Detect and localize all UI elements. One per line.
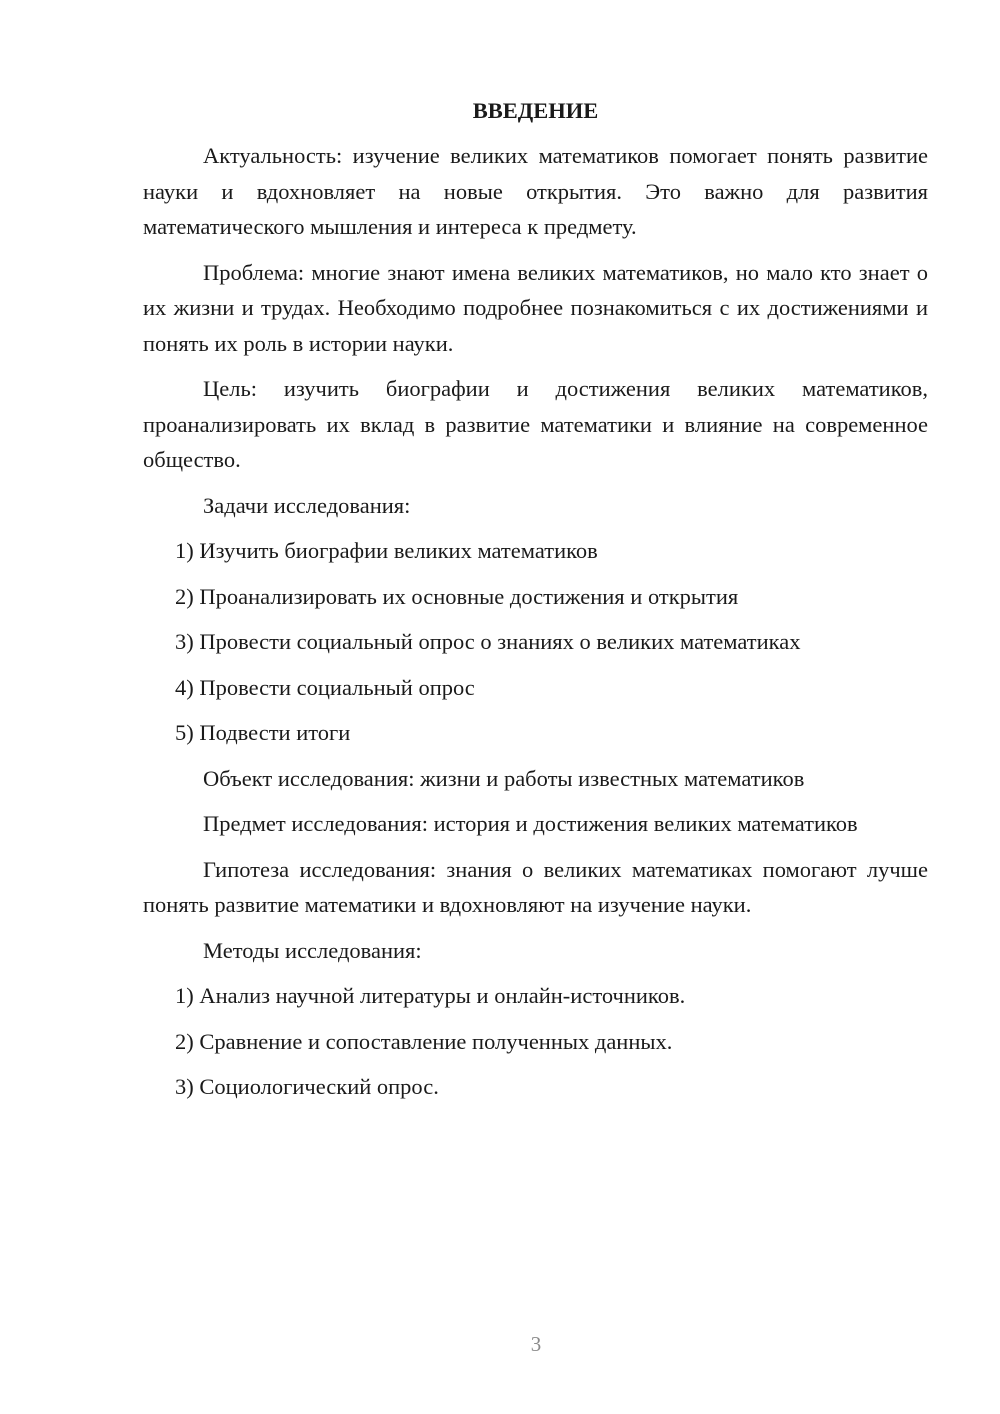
methods-heading: Методы исследования: [203,937,422,963]
method-item: 2) Сравнение и сопоставление полученных данных. [175,1028,673,1054]
problem-paragraph: Проблема: многие знают имена великих математиков, но мало кто знает о их жизни и трудах. Необходимо подробнее познакомиться с их достижениями и понять их роль в истории науки. [143,259,928,356]
page-number: 3 [530,1332,542,1356]
task-item: 1) Изучить биографии великих математиков [175,538,598,563]
goal-paragraph: Цель: изучить биографии и достижения великих математиков, проанализировать их вклад в развитие математики и влияние на современное общество. [143,376,928,472]
research-object: Объект исследования: жизни и работы известных математиков [203,765,805,791]
task-item: 4) Провести социальный опрос [175,674,475,700]
method-item: 1) Анализ научной литературы и онлайн-источников. [175,983,686,1008]
research-subject: Предмет исследования: история и достижения великих математиков [203,811,858,836]
methods-list [143,978,928,1105]
page-content [143,93,928,1115]
task-item: 5) Подвести итоги [175,720,351,745]
method-item: 3) Социологический опрос. [175,1074,439,1099]
section-title: ВВЕДЕНИЕ [472,98,599,123]
tasks-heading: Задачи исследования: [203,492,411,518]
task-item: 2) Проанализировать их основные достижения и открытия [175,583,739,609]
research-hypothesis: Гипотеза исследования: знания о великих математиках помогают лучше понять развитие математики и вдохновляют на изучение науки. [143,856,928,917]
task-item: 3) Провести социальный опрос о знаниях о великих математиках [175,629,801,654]
tasks-list [143,533,928,751]
relevance-paragraph: Актуальность: изучение великих математиков помогает понять развитие науки и вдохновляет на новые открытия. Это важно для развития математического мышления и интереса к предмету. [143,143,928,239]
